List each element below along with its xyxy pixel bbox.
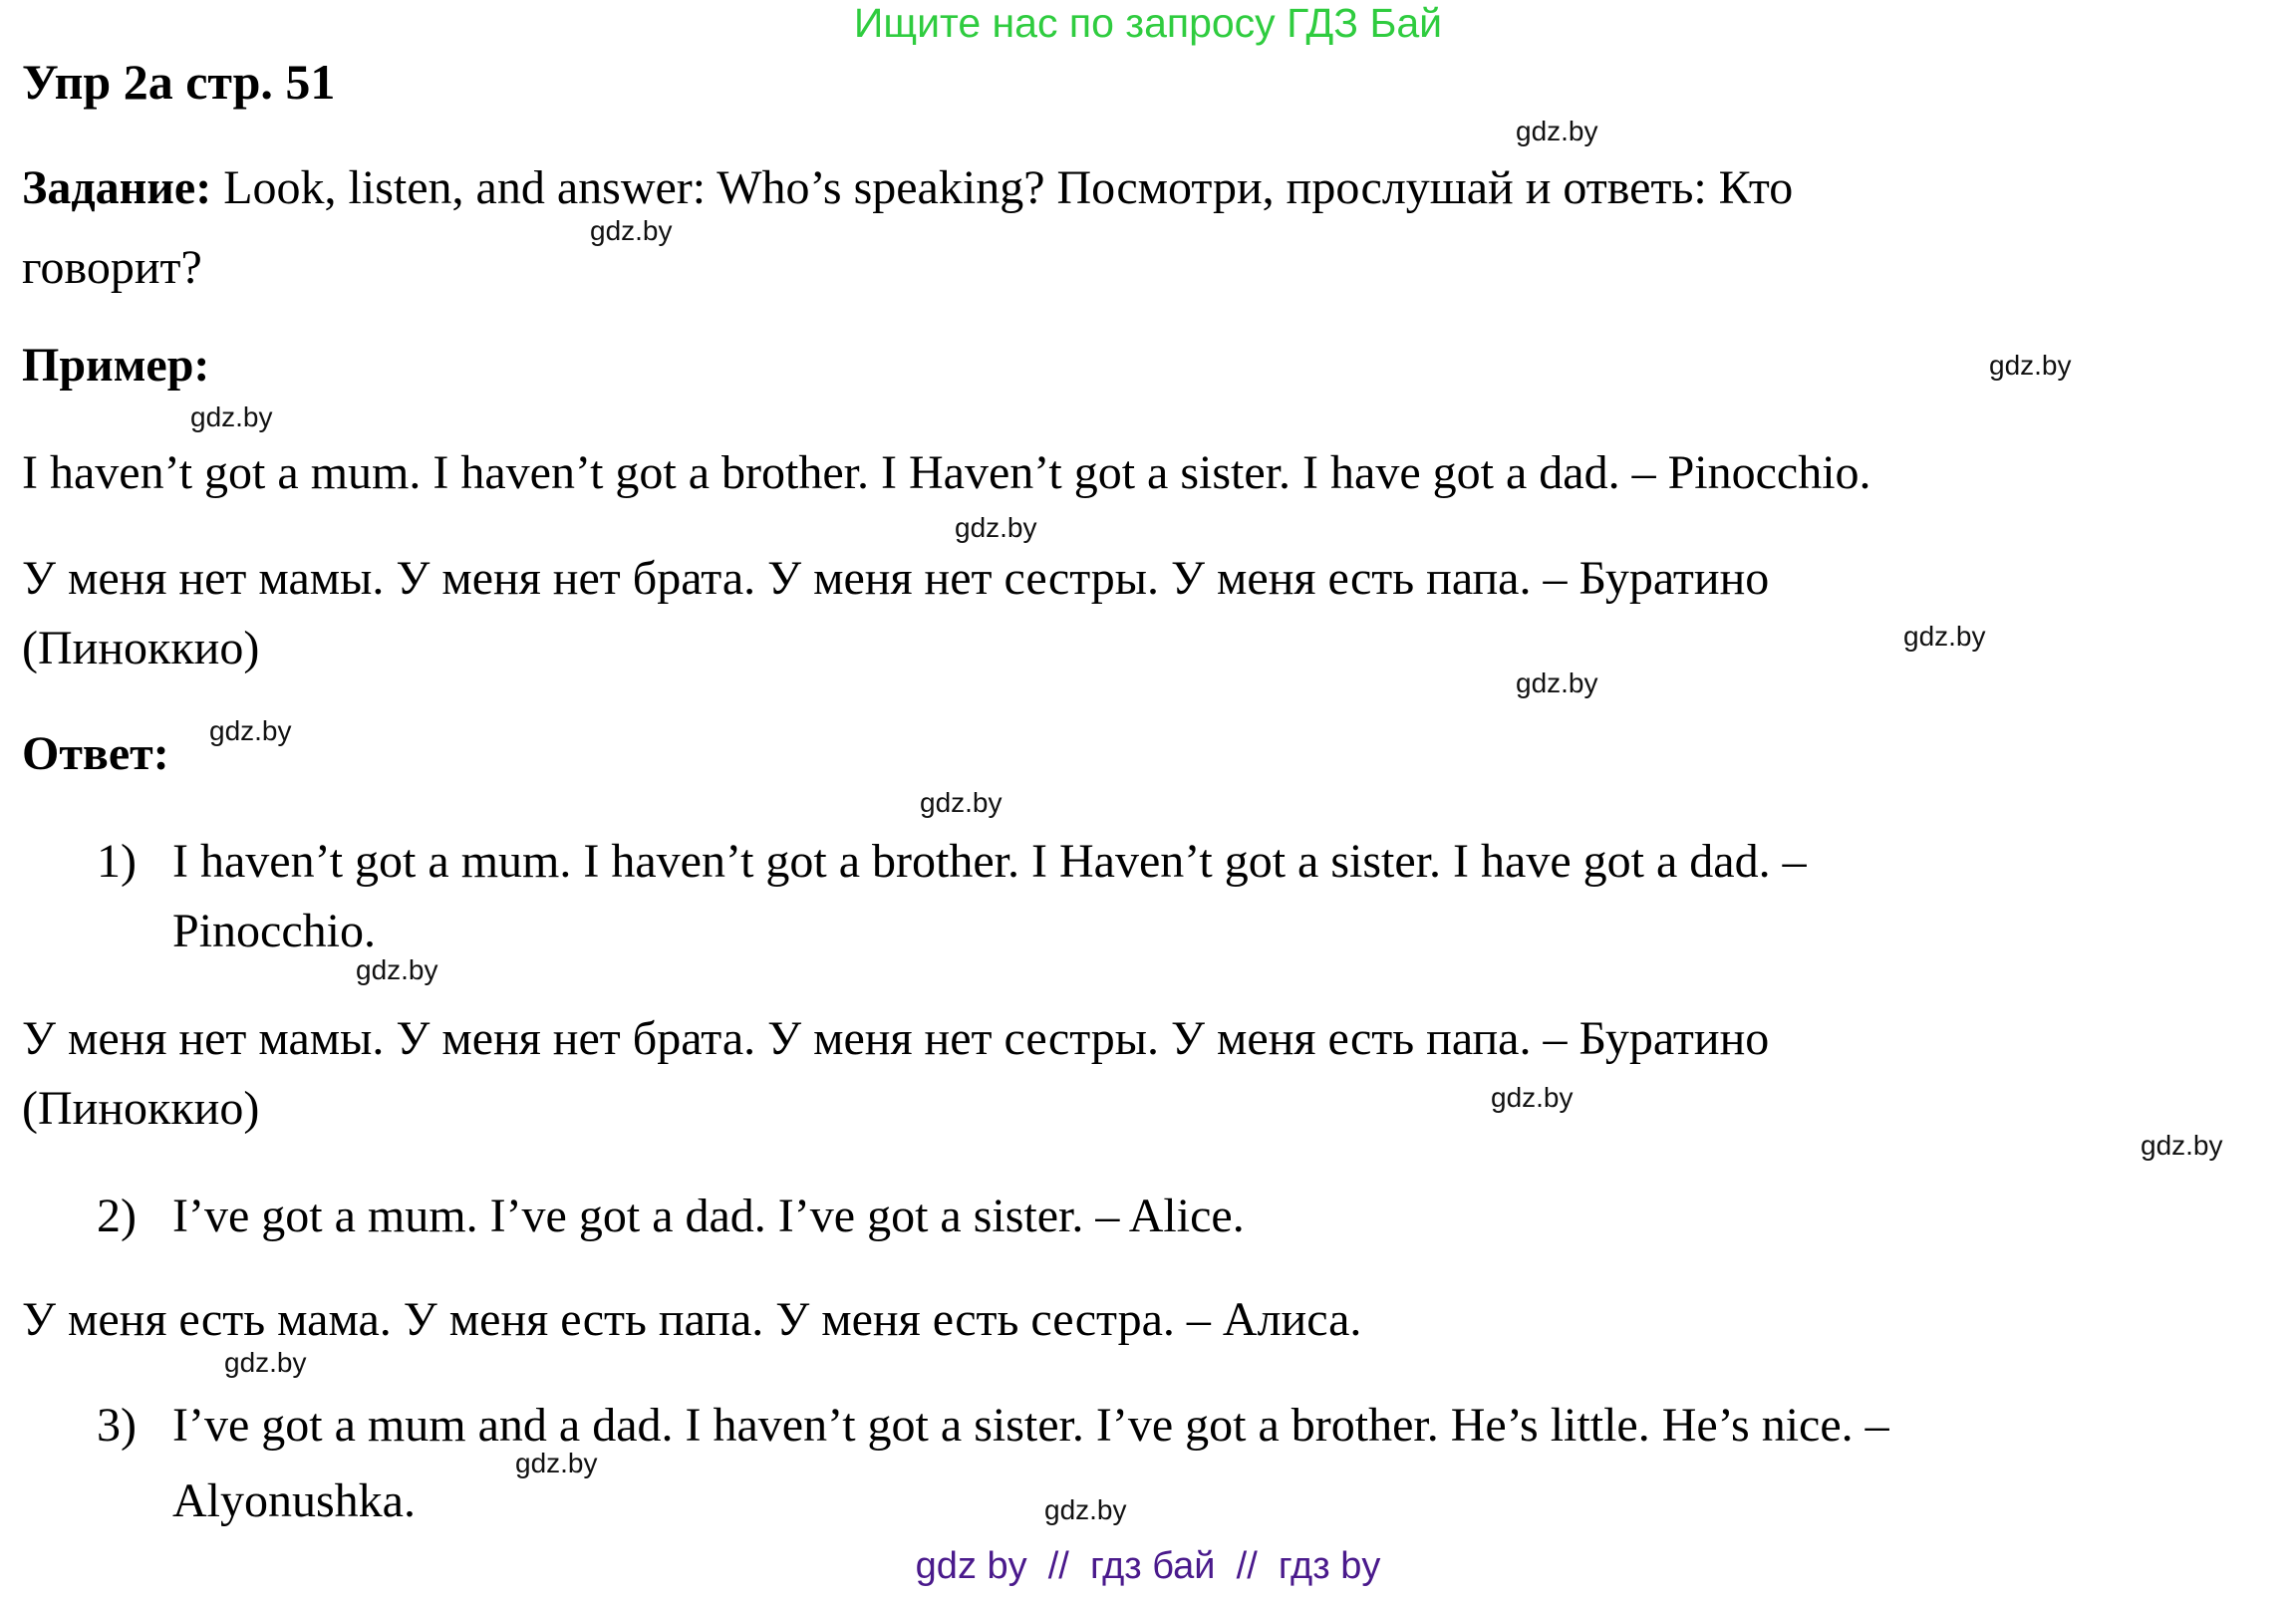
page-title: Упр 2а стр. 51	[22, 54, 336, 110]
task-text: Look, listen, and answer: Who’s speaking? Посмотри, прослушай и ответь: Кто	[223, 161, 1794, 214]
gdz-watermark: gdz.by	[1989, 350, 2072, 381]
gdz-watermark: gdz.by	[1044, 1494, 1127, 1525]
answer-item-2-ru-line: У меня есть мама. У меня есть папа. У меня есть сестра. – Алиса.	[22, 1293, 1362, 1346]
answer-item-3-en-line-1: I’ve got a mum and a dad. I haven’t got a sister. I’ve got a brother. He’s little. He’s nice. –	[172, 1399, 1889, 1452]
gdz-watermark: gdz.by	[1903, 621, 1986, 652]
answer-item-1-ru-line-1: У меня нет мамы. У меня нет брата. У меня нет сестры. У меня есть папа. – Буратино	[22, 1012, 1770, 1065]
example-en-line: I haven’t got a mum. I haven’t got a brother. I Haven’t got a sister. I have got a dad. – Pinocchio.	[22, 446, 1871, 499]
gdz-watermark: gdz.by	[515, 1448, 598, 1478]
answer-item-2-en-line: I’ve got a mum. I’ve got a dad. I’ve got a sister. – Alice.	[172, 1190, 1245, 1242]
answer-item-1-ru-line-2: (Пиноккио)	[22, 1082, 260, 1135]
answer-item-1-en-line-1: I haven’t got a mum. I haven’t got a brother. I Haven’t got a sister. I have got a dad. –	[172, 835, 1807, 888]
gdz-watermark: gdz.by	[920, 787, 1003, 818]
gdz-watermark: gdz.by	[590, 215, 673, 246]
gdz-watermark: gdz.by	[1516, 667, 1598, 698]
example-ru-line-2: (Пиноккио)	[22, 622, 260, 674]
gdz-watermark: gdz.by	[224, 1347, 307, 1378]
answer-item-1-en-line-2: Pinocchio.	[172, 905, 376, 957]
gdz-watermark: gdz.by	[2141, 1130, 2223, 1161]
answer-item-3-number: 3)	[97, 1399, 137, 1452]
answer-label: Ответ:	[22, 727, 169, 780]
gdz-watermark: gdz.by	[209, 715, 292, 746]
gdz-watermark: gdz.by	[955, 512, 1037, 543]
answer-item-3-en-line-2: Alyonushka.	[172, 1474, 416, 1527]
gdz-watermark: gdz.by	[356, 954, 438, 985]
promo-banner: Ищите нас по запросу ГДЗ Бай	[853, 0, 1443, 46]
task-line-1	[22, 157, 1793, 219]
answer-item-2-number: 2)	[97, 1190, 137, 1242]
gdz-watermark: gdz.by	[1516, 116, 1598, 146]
example-ru-line-1: У меня нет мамы. У меня нет брата. У меня нет сестры. У меня есть папа. – Буратино	[22, 552, 1770, 605]
task-line-2: говорит?	[22, 241, 202, 294]
answer-item-1-number: 1)	[97, 835, 137, 888]
task-label: Задание:	[22, 161, 212, 214]
example-label: Пример:	[22, 339, 210, 392]
footer-keywords: gdz by // гдз бай // гдз by	[915, 1545, 1381, 1587]
gdz-watermark: gdz.by	[190, 401, 273, 432]
gdz-watermark: gdz.by	[1491, 1082, 1574, 1113]
